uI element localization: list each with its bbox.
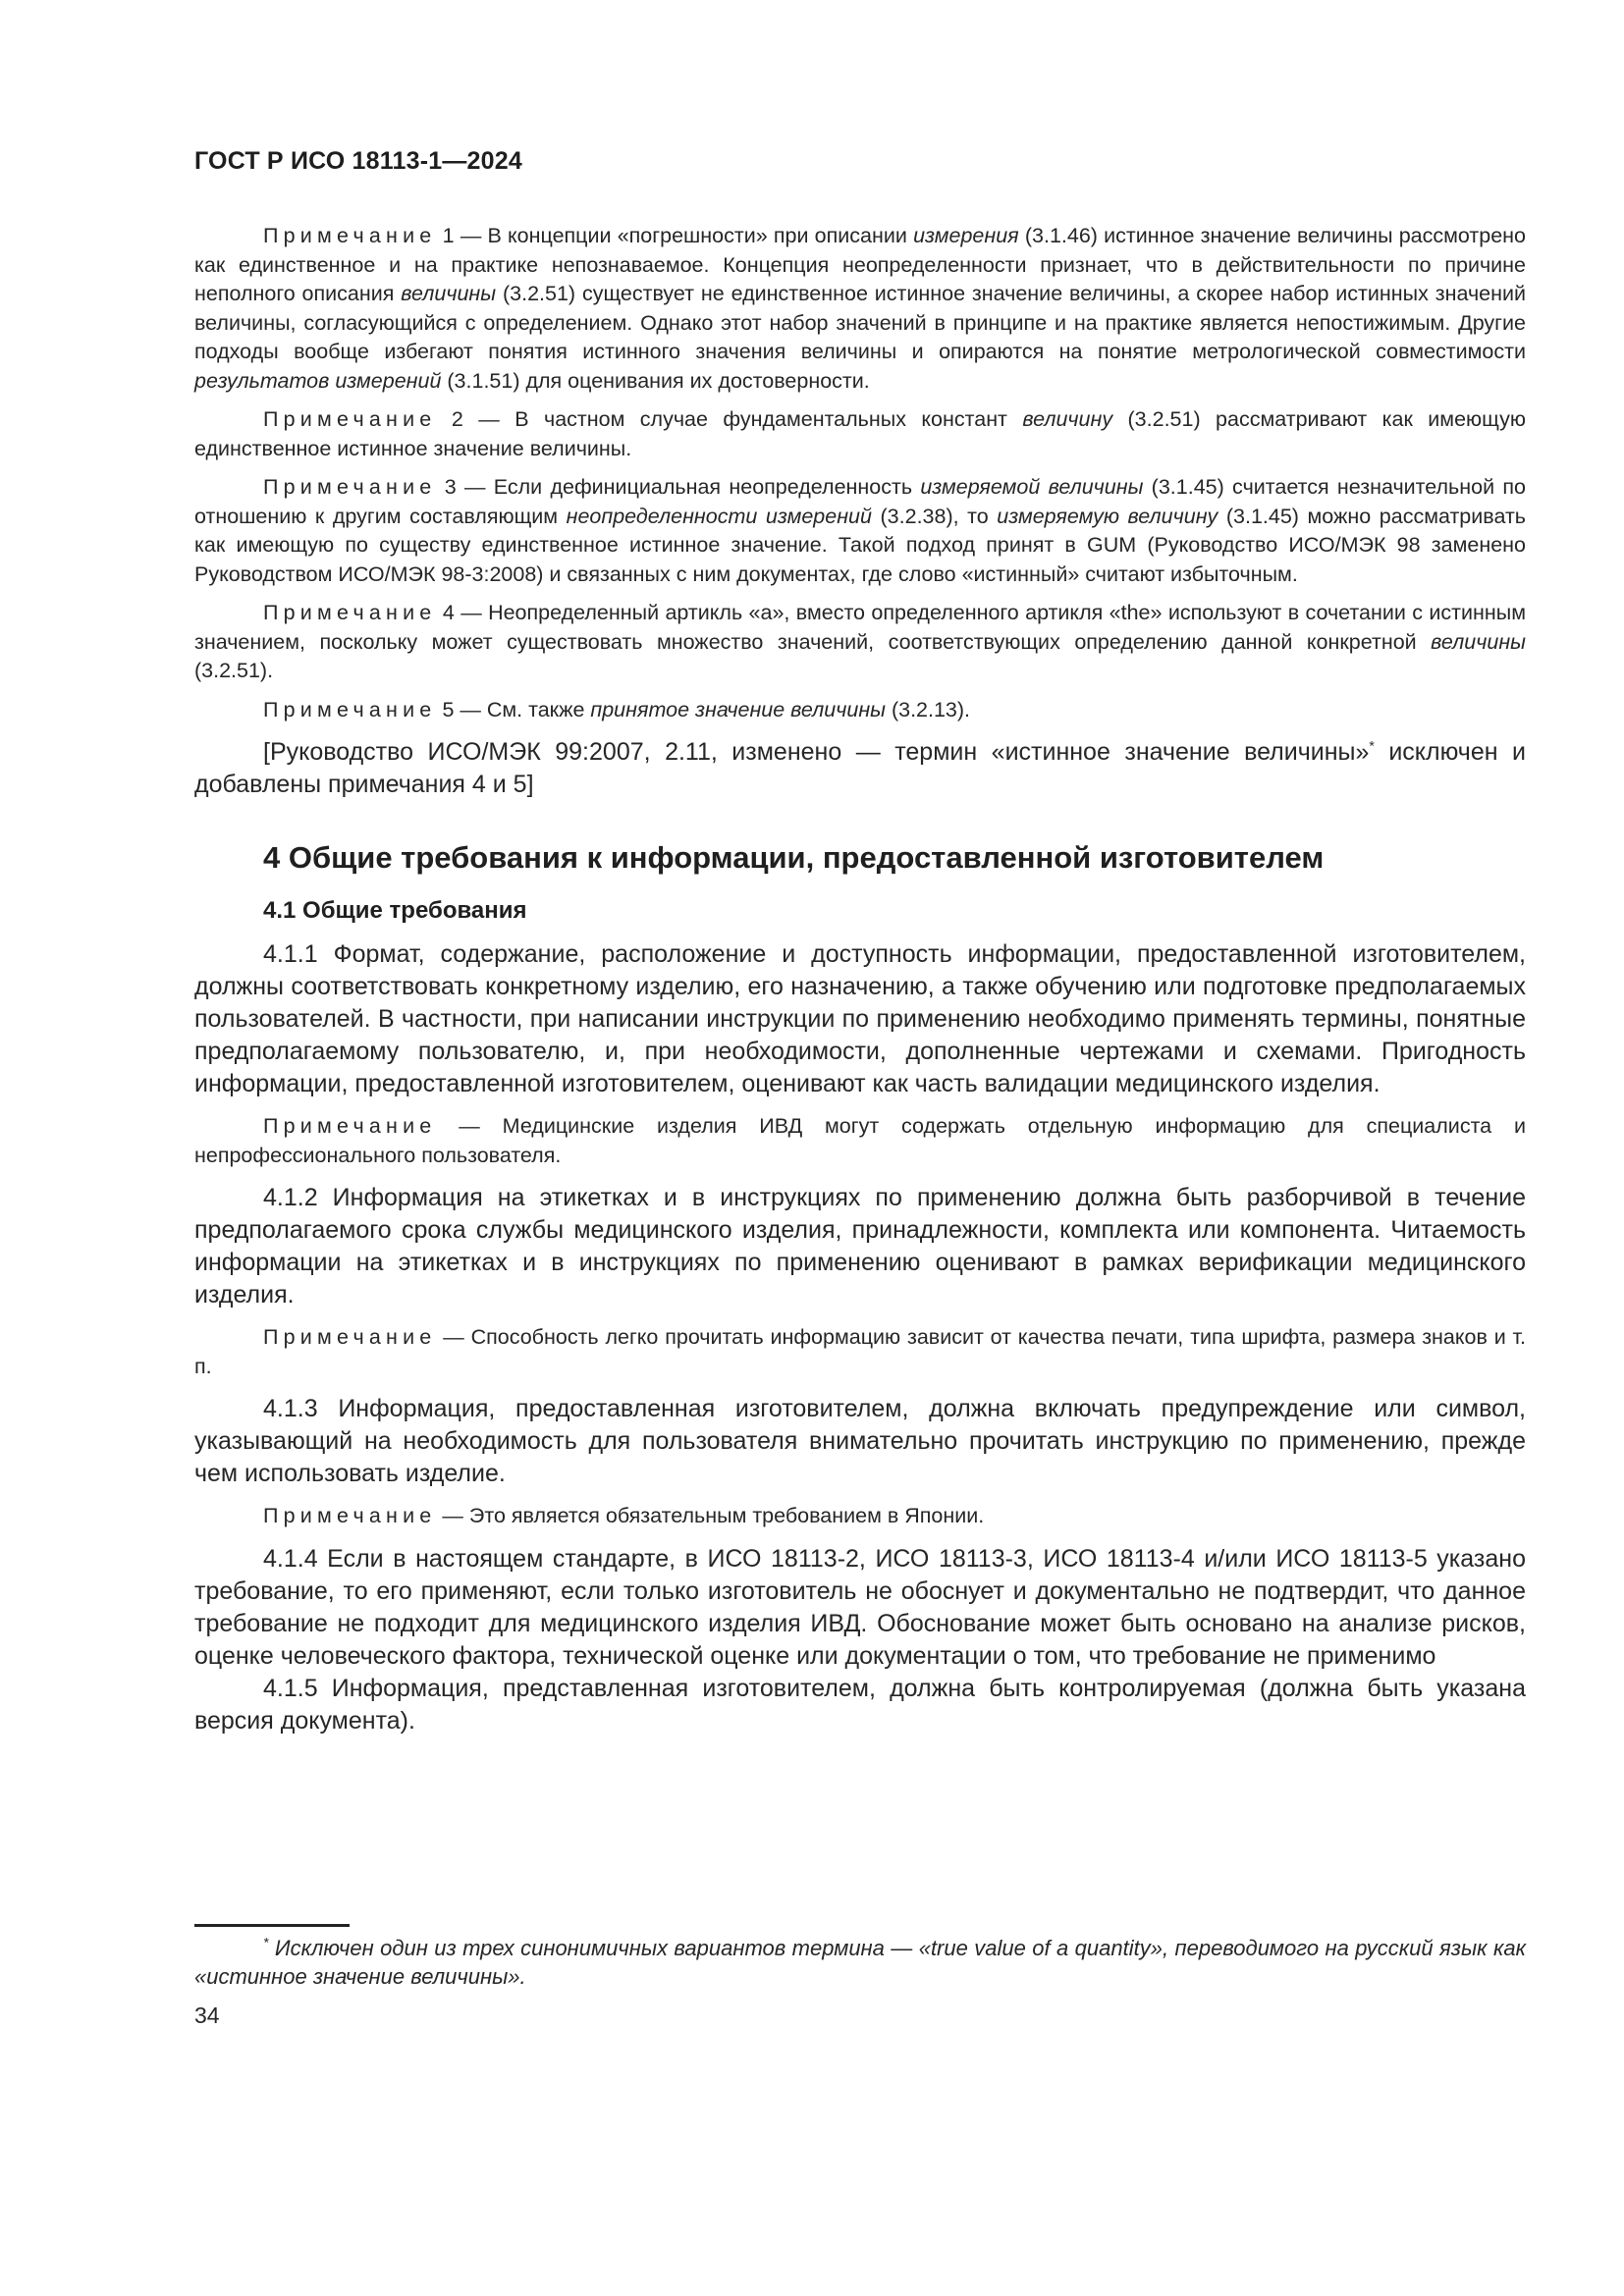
note-label: Примечание xyxy=(263,1114,437,1138)
page-number: 34 xyxy=(194,2002,220,2028)
clause-4-1-4: 4.1.4 Если в настоящем стандарте, в ИСО 18113-2, ИСО 18113-3, ИСО 18113-4 и/или ИСО 18113-5 указано требование, то его применяют, если только изготовитель не обоснует и документально не подтвердит, что данное требование не подходит для медицинского изделия ИВД. Обоснование может быть основано на анализе рисков, оценке человеческого фактора, технической оценке или документации о том, что требование не применимо xyxy=(194,1544,1526,1670)
note-label: Примечание xyxy=(263,1504,437,1527)
footnote-divider xyxy=(194,1924,350,1927)
clause-4-1-5: 4.1.5 Информация, представленная изготовителем, должна быть контролируемая (должна быть указана версия документа). xyxy=(194,1674,1526,1735)
page-body xyxy=(194,222,1526,1737)
note-number: 2 xyxy=(451,407,463,431)
note-number: 1 xyxy=(442,224,455,247)
footnote-marker: * xyxy=(1369,737,1375,754)
clause-4-1-1: 4.1.1 Формат, содержание, расположение и доступность информации, предоставленной изготовителем, должны соответствовать конкретному изделию, его назначению, а также обучению или подготовке предполагаемых пользователей. В частности, при написании инструкции по применению необходимо применять термины, понятные предполагаемому пользователю, и, при необходимости, дополненные чертежами и схемами. Пригодность информации, предоставленной изготовителем, оценивают как часть валидации медицинского изделия. xyxy=(194,940,1526,1097)
clause-4-1-3: 4.1.3 Информация, предоставленная изготовителем, должна включать предупреждение или символ, указывающий на необходимость для пользователя внимательно прочитать инструкцию по применению, прежде чем использовать изделие. xyxy=(194,1395,1526,1487)
note-3: Примечание 3 — Если дефинициальная неопределенность измеряемой величины (3.1.45) считается незначительной по отношению к другим составляющим неопределенности измерений (3.2.38), то измеряемую величину (3.1.45) можно рассматривать как имеющую по существу единственное истинное значение. Такой подход принят в GUM (Руководство ИСО/МЭК 98 заменено Руководством ИСО/МЭК 98-3:2008) и связанных с ним документах, где слово «истинный» считают избыточным. xyxy=(194,475,1526,586)
note-2: Примечание 2 — В частном случае фундаментальных констант величину (3.2.51) рассматривают как имеющую единственное истинное значение величины. xyxy=(194,407,1526,460)
document-header-title: ГОСТ Р ИСО 18113-1—2024 xyxy=(194,147,522,175)
footnote: * Исключен один из трех синонимичных вариантов термина — «true value of a quantity», переводимого на русский язык как «истинное значение величины». xyxy=(194,1934,1526,1989)
clause-4-1-2: 4.1.2 Информация на этикетках и в инструкциях по применению должна быть разборчивой в течение предполагаемого срока службы медицинского изделия, принадлежности, комплекта или компонента. Читаемость информации на этикетках и в инструкциях по применению оценивают в рамках верификации медицинского изделия. xyxy=(194,1184,1526,1308)
note-number: 5 xyxy=(442,697,455,721)
note-label: Примечание xyxy=(263,475,437,499)
clause-4-1-3-note: Примечание — Это является обязательным требованием в Японии. xyxy=(263,1504,985,1527)
note-number: 3 xyxy=(444,475,457,499)
section-4-heading: 4 Общие требования к информации, предоставленной изготовителем xyxy=(263,840,1325,875)
section-4-1-heading: 4.1 Общие требования xyxy=(263,897,527,924)
note-label: Примечание xyxy=(263,407,437,431)
note-label: Примечание xyxy=(263,1325,437,1349)
note-label: Примечание xyxy=(263,697,437,721)
note-1: Примечание 1 — В концепции «погрешности» при описании измерения (3.1.46) истинное значение величины рассмотрено как единственное и на практике непознаваемое. Концепция неопределенности признает, что в действительности по причине неполного описания величины (3.2.51) существует не единственное истинное значение величины, а скорее набор истинных значений величины, согласующийся с определением. Однако этот набор значений в принципе и на практике является непостижимым. Другие подходы вообще избегают понятия истинного значения величины и опираются на понятие метрологической совместимости результатов измерений (3.1.51) для оценивания их достоверности. xyxy=(194,224,1526,393)
clause-4-1-1-note: Примечание — Медицинские изделия ИВД могут содержать отдельную информацию для специалиста и непрофессионального пользователя. xyxy=(194,1114,1526,1167)
note-number: 4 xyxy=(442,601,455,624)
note-4: Примечание 4 — Неопределенный артикль «а», вместо определенного артикля «the» используют в сочетании с истинным значением, поскольку может существовать множество значений, соответствующих определению данной конкретной величины (3.2.51). xyxy=(194,601,1526,682)
clause-4-1-2-note: Примечание — Способность легко прочитать информацию зависит от качества печати, типа шрифта, размера знаков и т. п. xyxy=(194,1325,1526,1378)
note-5: Примечание 5 — См. также принятое значение величины (3.2.13). xyxy=(263,697,971,721)
footnote-marker: * xyxy=(263,1934,269,1950)
note-label: Примечание xyxy=(263,224,437,247)
source-reference: [Руководство ИСО/МЭК 99:2007, 2.11, изменено — термин «истинное значение величины»* исключен и добавлены примечания 4 и 5] xyxy=(194,737,1527,798)
note-label: Примечание xyxy=(263,601,437,624)
